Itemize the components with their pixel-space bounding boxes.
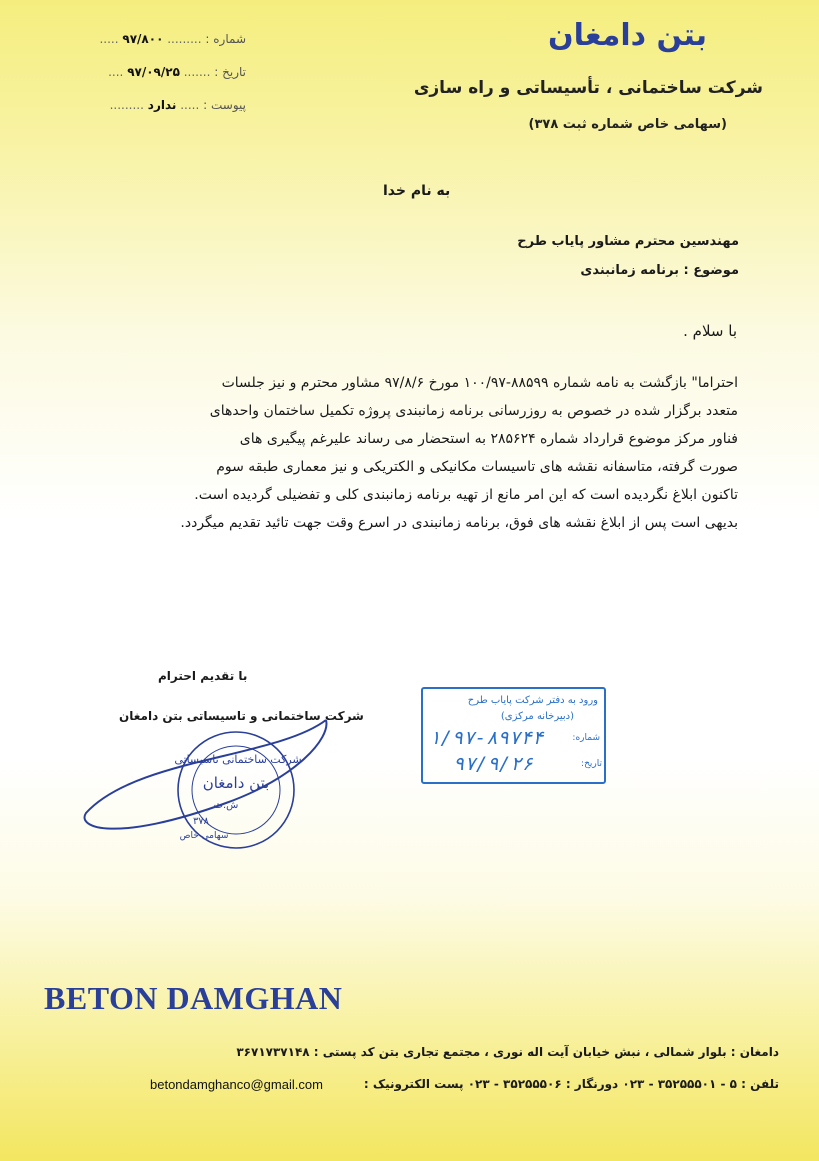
closing: با تقدیم احترام (158, 669, 248, 683)
body-line: بدیهی است پس از ابلاغ نقشه های فوق، برنامه زمانبندی در اسرع وقت جهت تائید تقدیم میگردد. (180, 515, 738, 531)
footer-contact: تلفن : ۵ - ۳۵۲۵۵۵۰۱ - ۰۲۳ دورنگار : ۳۵۲۵۵۵۰۶ - ۰۲۳ پست الکترونیک : (363, 1077, 779, 1091)
seal-reg-label: ش.ث (213, 800, 239, 811)
stamp-date-label: تاریخ: (581, 759, 602, 769)
footer-email: betondamghanco@gmail.com (150, 1077, 323, 1092)
body-line: تاکنون ابلاغ نگردیده است که این امر مانع از تهیه برنامه زمانبندی کلی و تفضیلی گردیده است. (194, 487, 738, 503)
letter-date-value: ۹۷/۰۹/۲۵ (127, 65, 180, 79)
dots: ..... (180, 98, 200, 112)
company-seal (76, 718, 336, 858)
letter-date (66, 65, 246, 79)
dots: .... (108, 65, 124, 79)
body-line: صورت گرفته، متاسفانه نقشه های تاسیسات مکانیکی و الکتریکی و نیز معماری طبقه سوم (216, 459, 738, 475)
stamp-number-value: ۱/۹۷-۸۹۷۴۴ (429, 727, 544, 749)
body-line: احتراما" بازگشت به نامه شماره ۸۸۵۹۹-۱۰۰/۹۷ مورخ ۹۷/۸/۶ مشاور محترم و نیز جلسات (221, 375, 738, 391)
seal-name: بتن دامغان (202, 774, 270, 792)
letter-number (66, 32, 246, 46)
signer: شرکت ساختمانی و تاسیساتی بتن دامغان (119, 709, 364, 723)
brand-title: بتن دامغان (547, 18, 707, 53)
dots: ..... (99, 32, 119, 46)
body-line: متعدد برگزار شده در خصوص به روزرسانی برنامه زمانبندی پروژه تکمیل ساختمان واحدهای (209, 403, 738, 419)
greeting: با سلام . (683, 322, 737, 340)
seal-ring-text: شرکت ساختمانی تاسیساتی (174, 753, 302, 766)
letter-body (110, 369, 738, 537)
company-name: شرکت ساختمانی ، تأسیساتی و راه سازی (413, 78, 763, 98)
subject: موضوع : برنامه زمانبندی (580, 263, 739, 278)
letter-attachment-label: پیوست : (203, 98, 246, 112)
letter-attachment (66, 98, 246, 112)
letter-attachment-value: ندارد (147, 98, 177, 112)
stamp-number-label: شماره: (572, 733, 600, 743)
seal-reg-number: ۳۷۸ (192, 816, 210, 827)
stamp-line1: ورود به دفتر شرکت پایاب طرح (467, 695, 598, 706)
dots: ......... (109, 98, 144, 112)
dots: ....... (183, 65, 211, 79)
recipient: مهندسین محترم مشاور پایاب طرح (517, 234, 739, 249)
received-stamp (421, 687, 606, 784)
registration-info: (سهامی خاص شماره ثبت ۳۷۸) (528, 117, 727, 132)
footer-address: دامغان : بلوار شمالی ، نبش خیابان آیت اله نوری ، مجتمع تجاری بتن کد پستی : ۳۶۷۱۷۳۷۱۴۸ (236, 1045, 779, 1059)
stamp-line2: (دبیرخانه مرکزی) (500, 711, 574, 722)
bismillah: به نام خدا (383, 183, 451, 199)
seal-bottom-text: سهامی خاص (179, 831, 229, 841)
stamp-date-value: ۹۷/۹/۲۶ (453, 753, 534, 775)
body-line: فناور مرکز موضوع قرارداد شماره ۲۸۵۶۲۴ به استحضار می رساند علیرغم پیگیری های (239, 431, 738, 447)
letter-date-label: تاریخ : (214, 65, 246, 79)
dots: ......... (167, 32, 202, 46)
letter-number-label: شماره : (205, 32, 246, 46)
latin-brand: BETON DAMGHAN (44, 980, 343, 1016)
letter-number-value: ۹۷/۸۰۰ (122, 32, 164, 46)
